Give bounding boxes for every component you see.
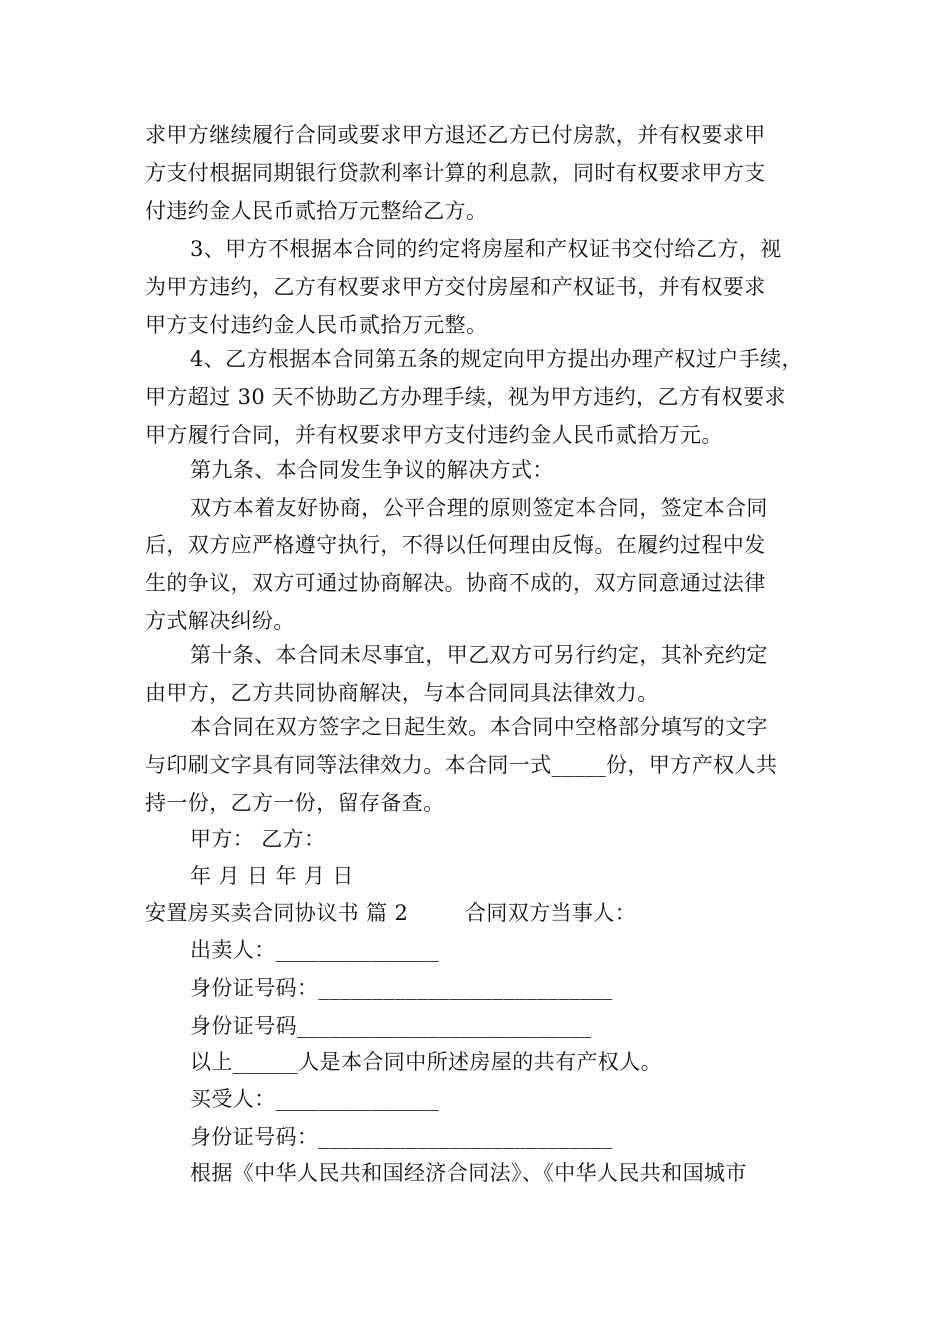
id-number-field: 身份证号码：___________________________ xyxy=(190,976,613,1000)
text-line: 以上______人是本合同中所述房屋的共有产权人。 xyxy=(190,1050,662,1074)
text-line: 4、乙方根据本合同第五条的规定向甲方提出办理产权过户手续， xyxy=(190,347,803,371)
text-line: 求甲方继续履行合同或要求甲方退还乙方已付房款，并有权要求甲 xyxy=(145,123,766,147)
text-line: 后，双方应严格遵守执行，不得以任何理由反悔。在履约过程中发 xyxy=(145,533,766,557)
section-title: 安置房买卖合同协议书 篇 2 合同双方当事人： xyxy=(145,901,637,925)
text-line: 持一份，乙方一份，留存备查。 xyxy=(145,791,445,815)
text-line: 为甲方违约，乙方有权要求甲方交付房屋和产权证书，并有权要求 xyxy=(145,275,766,299)
text-line: 方支付根据同期银行贷款利率计算的利息款，同时有权要求甲方支 xyxy=(145,161,766,185)
id-number-field: 身份证号码：___________________________ xyxy=(190,1125,613,1149)
text-line: 与印刷文字具有同等法律效力。本合同一式_____份，甲方产权人共 xyxy=(145,753,778,777)
section-heading: 第十条、本合同未尽事宜，甲乙双方可另行约定，其补充约定 xyxy=(190,643,768,667)
buyer-field: 买受人：_______________ xyxy=(190,1087,440,1111)
section-heading: 第九条、本合同发生争议的解决方式： xyxy=(190,458,554,482)
signature-line: 甲方： 乙方： xyxy=(190,827,326,851)
text-line: 甲方履行合同，并有权要求甲方支付违约金人民币贰拾万元。 xyxy=(145,423,723,447)
text-line: 甲方支付违约金人民币贰拾万元整。 xyxy=(145,313,488,337)
text-line: 本合同在双方签字之日起生效。本合同中空格部分填写的文字 xyxy=(190,715,768,739)
text-line: 由甲方，乙方共同协商解决，与本合同同具法律效力。 xyxy=(145,681,659,705)
text-line: 方式解决纠纷。 xyxy=(145,609,295,633)
text-line: 根据《中华人民共和国经济合同法》、《中华人民共和国城市 xyxy=(190,1161,747,1185)
text-line: 双方本着友好协商，公平合理的原则签定本合同，签定本合同 xyxy=(190,496,768,520)
text-line: 3、甲方不根据本合同的约定将房屋和产权证书交付给乙方，视 xyxy=(190,237,782,261)
date-line: 年 月 日 年 月 日 xyxy=(190,864,354,888)
text-line: 甲方超过 30 天不协助乙方办理手续，视为甲方违约，乙方有权要求 xyxy=(145,385,786,409)
id-number-field: 身份证号码___________________________ xyxy=(190,1014,592,1038)
text-line: 生的争议，双方可通过协商解决。协商不成的，双方同意通过法律 xyxy=(145,571,766,595)
text-line: 付违约金人民币贰拾万元整给乙方。 xyxy=(145,199,488,223)
seller-field: 出卖人：_______________ xyxy=(190,938,440,962)
